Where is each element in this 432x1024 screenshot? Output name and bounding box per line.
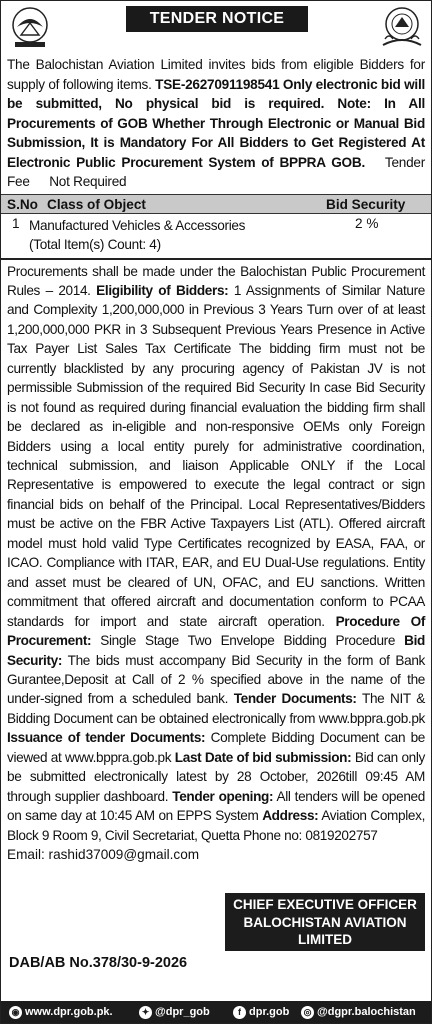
bid-security-heading: Bid Security: <box>7 633 425 668</box>
eligibility-text: 1 Assignments of Similar Nature and Complexity 1,200,000,000 in Previous 3 Years Turn over of at least 1,200,000,000 PKR in 3 Subsequent Previous Years Presence in Active Tax Payer List Sales Tax Certificate The bidding firm must not be currently blacklisted by any procuring agency of Pakistan JV is not permissible Submission of the required Bid Security In case Bid Security is not found as required during financial evaluation the bidding firm shall be declared as in-eligible and non-responsive OEMs only Foreign Bidders using a local entity purely for administrative coordination, technical submission, and liaison Applicable ONLY if the Local Representative is empowered to execute the legal contract or sign financial bids on behalf of the Principal. Local Representatives/Bidders must be active on the FBR Active Taxpayers List (ATL). Offered aircraft model must hold valid Type Certificates recognized by EASA, FAA, or ICAO. Compliance with ITAR, EAR, and EU Dual-Use regulations. Entity and asset must be cleared of UN, OFAC, and EU sanctions. Written commitment that offered aircraft and documentation conform to PCAA standards for import and state aircraft operation. <box>7 282 425 629</box>
rules-text: Procurements shall be made under the Balochistan Public Procurement Rules – 2014. <box>7 263 425 298</box>
footer-twitter-text: @dpr_gob <box>155 1006 210 1018</box>
footer-website[interactable] <box>9 1001 113 1023</box>
footer-facebook[interactable] <box>233 1001 289 1023</box>
footer-instagram[interactable] <box>301 1001 416 1023</box>
facebook-icon: f <box>233 1006 246 1019</box>
bid-security-text: The bids must accompany Bid Security in the form of Bank Gurantee,Deposit at Call of 2 % specified above in the name of the under-signed from a scheduled bank. <box>7 652 425 707</box>
tender-opening-heading: Tender opening: <box>172 788 274 804</box>
tender-opening-text: All tenders will be opened on same day at 10:45 AM on EPPS System <box>7 788 425 824</box>
conditions-paragraph <box>1 260 431 846</box>
instagram-icon: ◎ <box>301 1006 314 1019</box>
signature-line-3: LIMITED <box>298 932 352 947</box>
signature-block <box>225 893 425 951</box>
intro-text: The Balochistan Aviation Limited invites bids from eligible Bidders for supply of following items. <box>7 57 425 92</box>
header <box>1 1 431 53</box>
intro-paragraph <box>1 55 431 192</box>
header-sno: S.No <box>7 196 38 212</box>
items-table-header <box>1 194 431 214</box>
address-text: Aviation Complex, Block 9 Room 9, Civil Secretariat, Quetta Phone no: 0819202757 <box>7 808 425 843</box>
issuance-heading: Issuance of tender Documents: <box>7 730 206 746</box>
address-heading: Address: <box>262 808 319 824</box>
row-item-count: (Total Item(s) Count: 4) <box>29 236 161 252</box>
tender-documents-text: The NIT & Bidding Document can be obtained electronically from www.bppra.gob.pk <box>7 691 425 726</box>
footer-facebook-text: dpr.gob <box>249 1006 290 1018</box>
government-emblem-right-logo <box>379 5 425 49</box>
footer-website-text: www.dpr.gob.pk. <box>25 1006 113 1018</box>
twitter-icon: ✦ <box>139 1006 152 1019</box>
tender-fee-label: Tender Fee <box>7 154 425 189</box>
tender-fee-value: Not Required <box>49 174 127 189</box>
government-emblem-left-logo <box>7 5 53 49</box>
header-class-of-object: Class of Object <box>47 196 146 212</box>
table-row <box>1 214 431 254</box>
header-bid-security: Bid Security <box>326 196 406 212</box>
footer-instagram-text: @dgpr.balochistan <box>317 1006 416 1018</box>
globe-icon: ◉ <box>9 1006 22 1019</box>
procedure-heading: Procedure Of Procurement: <box>7 613 425 649</box>
reference-number: DAB/AB No.378/30-9-2026 <box>9 955 188 971</box>
row-item-name: Manufactured Vehicles & Accessories <box>29 217 246 233</box>
footer-social-bar <box>1 1001 431 1023</box>
footer-area <box>1 881 431 1023</box>
row-sno: 1 <box>12 215 20 231</box>
footer-twitter[interactable] <box>139 1001 210 1023</box>
row-item <box>29 216 245 254</box>
eligibility-heading: Eligibility of Bidders: <box>96 282 229 298</box>
last-date-heading: Last Date of bid submission: <box>174 749 352 765</box>
page-title: TENDER NOTICE <box>126 6 308 32</box>
tender-documents-heading: Tender Documents: <box>233 691 357 707</box>
last-date-text: Bid can only be submitted electronically latest by 28 October, 2026till 09:45 AM through supplier dashboard. <box>7 749 425 804</box>
contact-email: Email: rashid37009@gmail.com <box>7 847 200 863</box>
intro-notice-bold: TSE-2627091198541 Only electronic bid will be submitted, No physical bid is required. Note: In All Procurements of GOB Whether Through Electronic or Manual Bid Submission, It is Mandatory For All Bidders to Get Registered At Electronic Public Procurement System of BPPRA GOB. <box>7 76 425 170</box>
signature-line-2: BALOCHISTAN AVIATION <box>243 914 407 930</box>
signature-line-1: CHIEF EXECUTIVE OFFICER <box>233 897 417 912</box>
issuance-text: Complete Bidding Document can be viewed at www.bppra.gob.pk <box>7 730 425 765</box>
row-bid-security: 2 % <box>355 215 379 231</box>
procedure-text: Single Stage Two Envelope Bidding Procedure <box>91 633 405 649</box>
